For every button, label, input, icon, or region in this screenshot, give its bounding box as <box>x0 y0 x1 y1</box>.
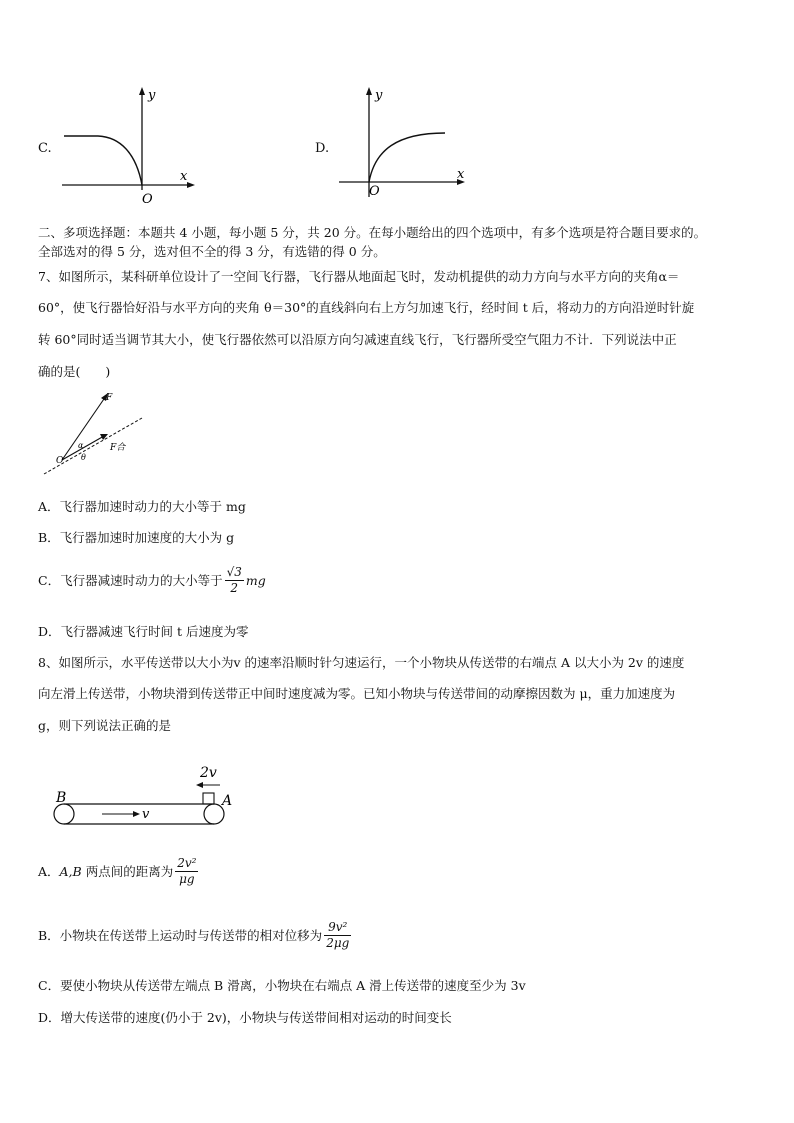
q8-option-b <box>38 920 351 951</box>
q8-option-b-text: B．小物块在传送带上运动时与传送带的相对位移为 <box>38 927 323 943</box>
origin-label: O <box>142 192 153 205</box>
q8-option-a <box>38 856 198 887</box>
q7-option-c-suffix: mg <box>245 572 266 588</box>
section2-line1: 二、多项选择题：本题共 4 小题，每小题 5 分，共 20 分。在每小题给出的四个选项中，有多个选项是符合题目要求的。 <box>38 225 707 240</box>
label-2v: 2v <box>200 765 217 781</box>
axis-y-label: y <box>375 88 383 103</box>
axis-x-label: x <box>180 169 188 184</box>
option-d-label: D. <box>315 141 330 156</box>
label-alpha: α <box>78 441 84 450</box>
q7-option-a: A．飞行器加速时动力的大小等于 mg <box>38 499 246 514</box>
section2-line2: 全部选对的得 5 分，选对但不全的得 3 分，有选错的得 0 分。 <box>38 244 386 259</box>
option-c-label: C. <box>38 141 52 156</box>
option-c-graph <box>58 85 198 205</box>
q8-option-a-text: 两点间的距离为 <box>85 863 174 879</box>
label-B: B <box>56 790 67 806</box>
label-F: F <box>106 393 113 403</box>
q7-option-c-fraction: $\frac{√3}{2}$ <box>226 565 242 595</box>
q7-option-b: B．飞行器加速时加速度的大小为 g <box>38 530 235 545</box>
q8-option-b-fraction: $\frac{\text{9v²}}{2\mu g}$ <box>326 920 350 950</box>
q7-option-d: D．飞行器减速飞行时间 t 后速度为零 <box>38 624 249 639</box>
q8-line3: g，则下列说法正确的是 <box>38 718 172 733</box>
q7-line1: 7、如图所示，某科研单位设计了一空间飞行器，飞行器从地面起飞时，发动机提供的动力方向与水平方向的夹角α＝ <box>38 269 680 284</box>
label-theta: θ <box>81 453 86 462</box>
q8-option-d: D．增大传送带的速度(仍小于 2v)，小物块与传送带间相对运动的时间变长 <box>38 1010 452 1025</box>
q7-line3: 转 60°同时适当调节其大小，使飞行器依然可以沿原方向匀减速直线飞行，飞行器所受空气阻力不计．下列说法中正 <box>38 332 677 347</box>
q8-option-a-fraction: $\frac{\text{2v²}}{\mu g}$ <box>177 856 197 886</box>
q7-option-c <box>38 565 266 596</box>
q7-line2: 60°，使飞行器恰好沿与水平方向的夹角 θ＝30°的直线斜向右上方匀加速飞行，经时间 t 后，将动力的方向沿逆时针旋 <box>38 300 695 315</box>
q8-option-a-points: A,B <box>59 863 82 879</box>
q8-option-a-prefix: A． <box>38 863 60 879</box>
q8-option-c: C．要使小物块从传送带左端点 B 滑离，小物块在右端点 A 滑上传送带的速度至少为 3v <box>38 978 526 993</box>
q8-line2: 向左滑上传送带，小物块滑到传送带正中间时速度减为零。已知小物块与传送带间的动摩擦因数为 μ，重力加速度为 <box>38 686 676 701</box>
axis-x-label: x <box>457 167 465 182</box>
axis-y-label: y <box>148 88 156 103</box>
label-A: A <box>222 793 233 809</box>
label-v: v <box>142 807 150 822</box>
q8-conveyor-diagram <box>50 760 235 832</box>
q7-line4: 确的是( ) <box>38 364 111 379</box>
label-O: O <box>56 456 64 466</box>
label-F-he: F合 <box>110 443 126 453</box>
q8-line1: 8、如图所示，水平传送带以大小为v 的速率沿顺时针匀速运行，一个小物块从传送带的右端点 A 以大小为 2v 的速度 <box>38 655 685 670</box>
q7-force-diagram <box>38 388 148 480</box>
option-d-graph <box>335 85 475 205</box>
q7-option-c-text: C．飞行器减速时动力的大小等于 <box>38 572 223 588</box>
origin-label: O <box>369 184 380 199</box>
